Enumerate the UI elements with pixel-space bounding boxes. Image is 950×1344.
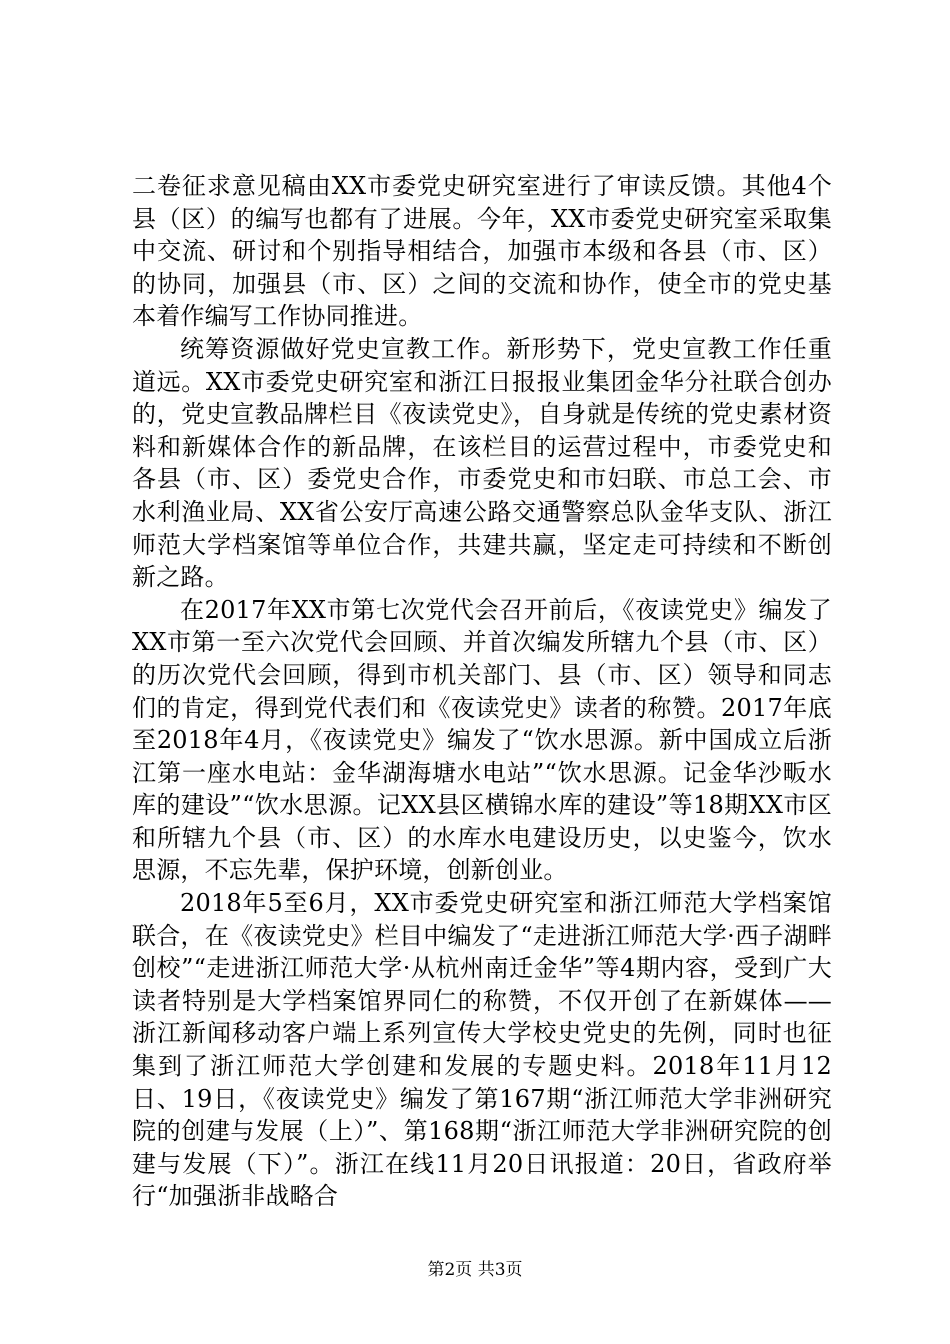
paragraph-party-congress: 在2017年XX市第七次党代会召开前后，《夜读党史》编发了XX市第一至六次党代会回顾、并首次编发所辖九个县（市、区）的历次党代会回顾，得到市机关部门、县（市、区）领导和同志们的肯定，得到党代表们和《夜读党史》读者的称赞。2017年底至2018年4月，《夜读党史》编发了“饮水思源。新中国成立后浙江第一座水电站：金华湖海塘水电站”“饮水思源。记金华沙畈水库的建设”“饮水思源。记XX县区横锦水库的建设”等18期XX市区和所辖九个县（市、区）的水库水电建设历史，以史鉴今，饮水思源，不忘先辈，保护环境，创新创业。 xyxy=(132,595,832,885)
paragraph-propaganda-work: 统筹资源做好党史宣教工作。新形势下，党史宣教工作任重道远。XX市委党史研究室和浙江日报报业集团金华分社联合创办的，党史宣教品牌栏目《夜读党史》，自身就是传统的党史素材资料和新媒体合作的新品牌，在该栏目的运营过程中，市委党史和各县（市、区）委党史合作，市委党史和市妇联、市总工会、市水利渔业局、XX省公安厅高速公路交通警察总队金华支队、浙江师范大学档案馆等单位合作，共建共赢，坚定走可持续和不断创新之路。 xyxy=(132,334,832,592)
paragraph-continuation: 二卷征求意见稿由XX市委党史研究室进行了审读反馈。其他4个县（区）的编写也都有了进展。今年，XX市委党史研究室采取集中交流、研讨和个别指导相结合，加强市本级和各县（市、区）的协同，加强县（市、区）之间的交流和协作，使全市的党史基本着作编写工作协同推进。 xyxy=(132,172,832,331)
document-body xyxy=(132,170,832,1213)
paragraph-normal-university: 2018年5至6月，XX市委党史研究室和浙江师范大学档案馆联合，在《夜读党史》栏目中编发了“走进浙江师范大学·西子湖畔创校”“走进浙江师范大学·从杭州南迁金华”等4期内容，受到广大读者特别是大学档案馆界同仁的称赞，不仅开创了在新媒体——浙江新闻移动客户端上系列宣传大学校史党史的先例，同时也征集到了浙江师范大学创建和发展的专题史料。2018年11月12日、19日，《夜读党史》编发了第167期“浙江师范大学非洲研究院的创建与发展（上）”、第168期“浙江师范大学非洲研究院的创建与发展（下）”。浙江在线11月20日讯报道：20日，省政府举行“加强浙非战略合 xyxy=(132,889,832,1211)
page-footer: 第2页 共3页 xyxy=(427,1260,523,1280)
